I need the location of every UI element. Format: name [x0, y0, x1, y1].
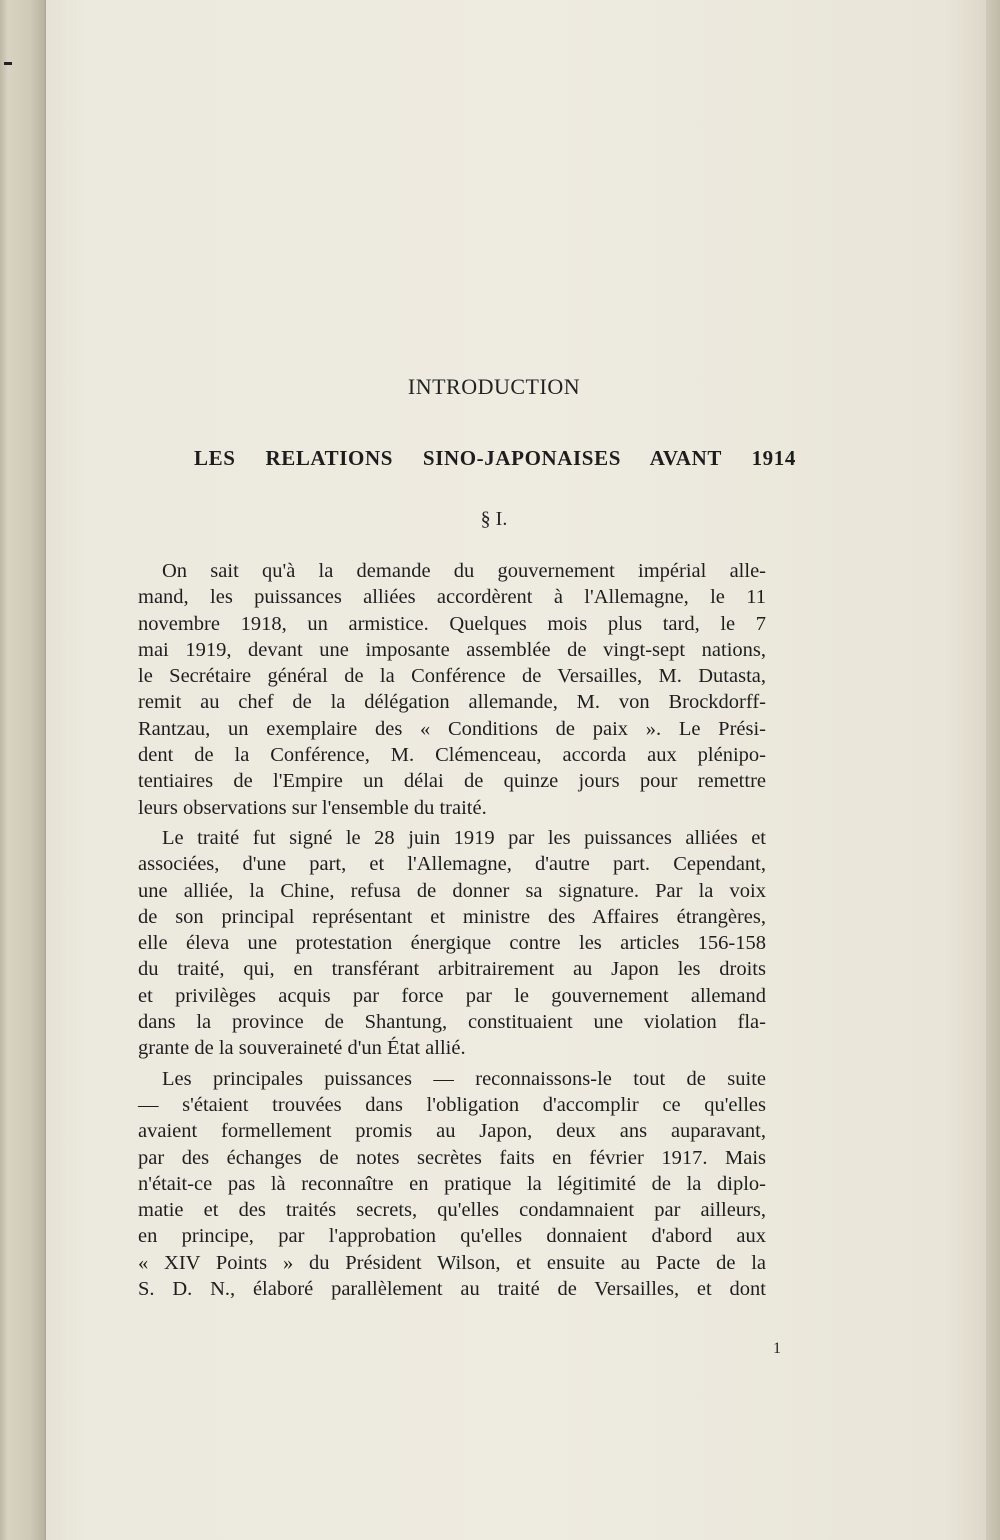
- text-line: grante de la souveraineté d'un État allié.: [138, 1037, 466, 1060]
- page-edge: [986, 0, 1000, 1540]
- text-line: novembre 1918, un armistice. Quelques mois plus tard, le 7: [138, 612, 766, 635]
- text-line: mai 1919, devant une imposante assemblée de vingt-sept nations,: [138, 638, 766, 661]
- chapter-title: LES RELATIONS SINO-JAPONAISES AVANT 1914: [194, 446, 796, 470]
- text-line: du traité, qui, en transférant arbitrairement au Japon les droits: [138, 958, 766, 981]
- text-line: mand, les puissances alliées accordèrent à l'Allemagne, le 11: [138, 586, 766, 609]
- book-gutter: [0, 0, 46, 1540]
- chapter-heading: INTRODUCTION: [407, 374, 581, 399]
- text-line: par des échanges de notes secrètes faits en février 1917. Mais: [138, 1146, 766, 1169]
- text-line: avaient formellement promis au Japon, deux ans auparavant,: [138, 1120, 766, 1143]
- body-text: [138, 558, 766, 1302]
- text-line: Les principales puissances — reconnaissons-le tout de suite: [162, 1067, 766, 1090]
- paragraph: [138, 1066, 766, 1303]
- text-line: une alliée, la Chine, refusa de donner sa signature. Par la voix: [138, 879, 766, 902]
- text-line: tentiaires de l'Empire un délai de quinze jours pour remettre: [138, 770, 766, 793]
- paragraph: [138, 825, 766, 1062]
- text-line: n'était-ce pas là reconnaître en pratique la légitimité de la diplo-: [138, 1172, 766, 1195]
- text-line: dent de la Conférence, M. Clémenceau, accorda aux plénipo-: [138, 744, 766, 767]
- text-line: de son principal représentant et ministre des Affaires étrangères,: [138, 905, 766, 928]
- text-line: Rantzau, un exemplaire des « Conditions de paix ». Le Prési-: [138, 717, 766, 740]
- text-line: S. D. N., élaboré parallèlement au traité de Versailles, et dont: [138, 1278, 766, 1301]
- text-line: « XIV Points » du Président Wilson, et ensuite au Pacte de la: [138, 1251, 766, 1274]
- section-number: § I.: [480, 508, 508, 530]
- text-line: en principe, par l'approbation qu'elles donnaient d'abord aux: [138, 1225, 766, 1248]
- margin-mark: [4, 62, 12, 65]
- book-page: [46, 0, 986, 1540]
- paragraph: [138, 558, 766, 821]
- text-line: Le traité fut signé le 28 juin 1919 par les puissances alliées et: [162, 826, 766, 849]
- page-number: 1: [773, 1340, 781, 1357]
- text-line: dans la province de Shantung, constituaient une violation fla-: [138, 1011, 766, 1034]
- text-line: associées, d'une part, et l'Allemagne, d'autre part. Cependant,: [138, 853, 766, 876]
- text-line: — s'étaient trouvées dans l'obligation d'accomplir ce qu'elles: [138, 1093, 766, 1116]
- text-line: matie et des traités secrets, qu'elles condamnaient par ailleurs,: [138, 1199, 766, 1222]
- text-line: le Secrétaire général de la Conférence de Versailles, M. Dutasta,: [138, 665, 766, 688]
- text-line: et privilèges acquis par force par le gouvernement allemand: [138, 984, 766, 1007]
- text-line: elle éleva une protestation énergique contre les articles 156-158: [138, 932, 766, 955]
- text-line: On sait qu'à la demande du gouvernement impérial alle-: [162, 560, 766, 582]
- text-line: leurs observations sur l'ensemble du traité.: [138, 796, 487, 819]
- text-line: remit au chef de la délégation allemande, M. von Brockdorff-: [138, 691, 766, 714]
